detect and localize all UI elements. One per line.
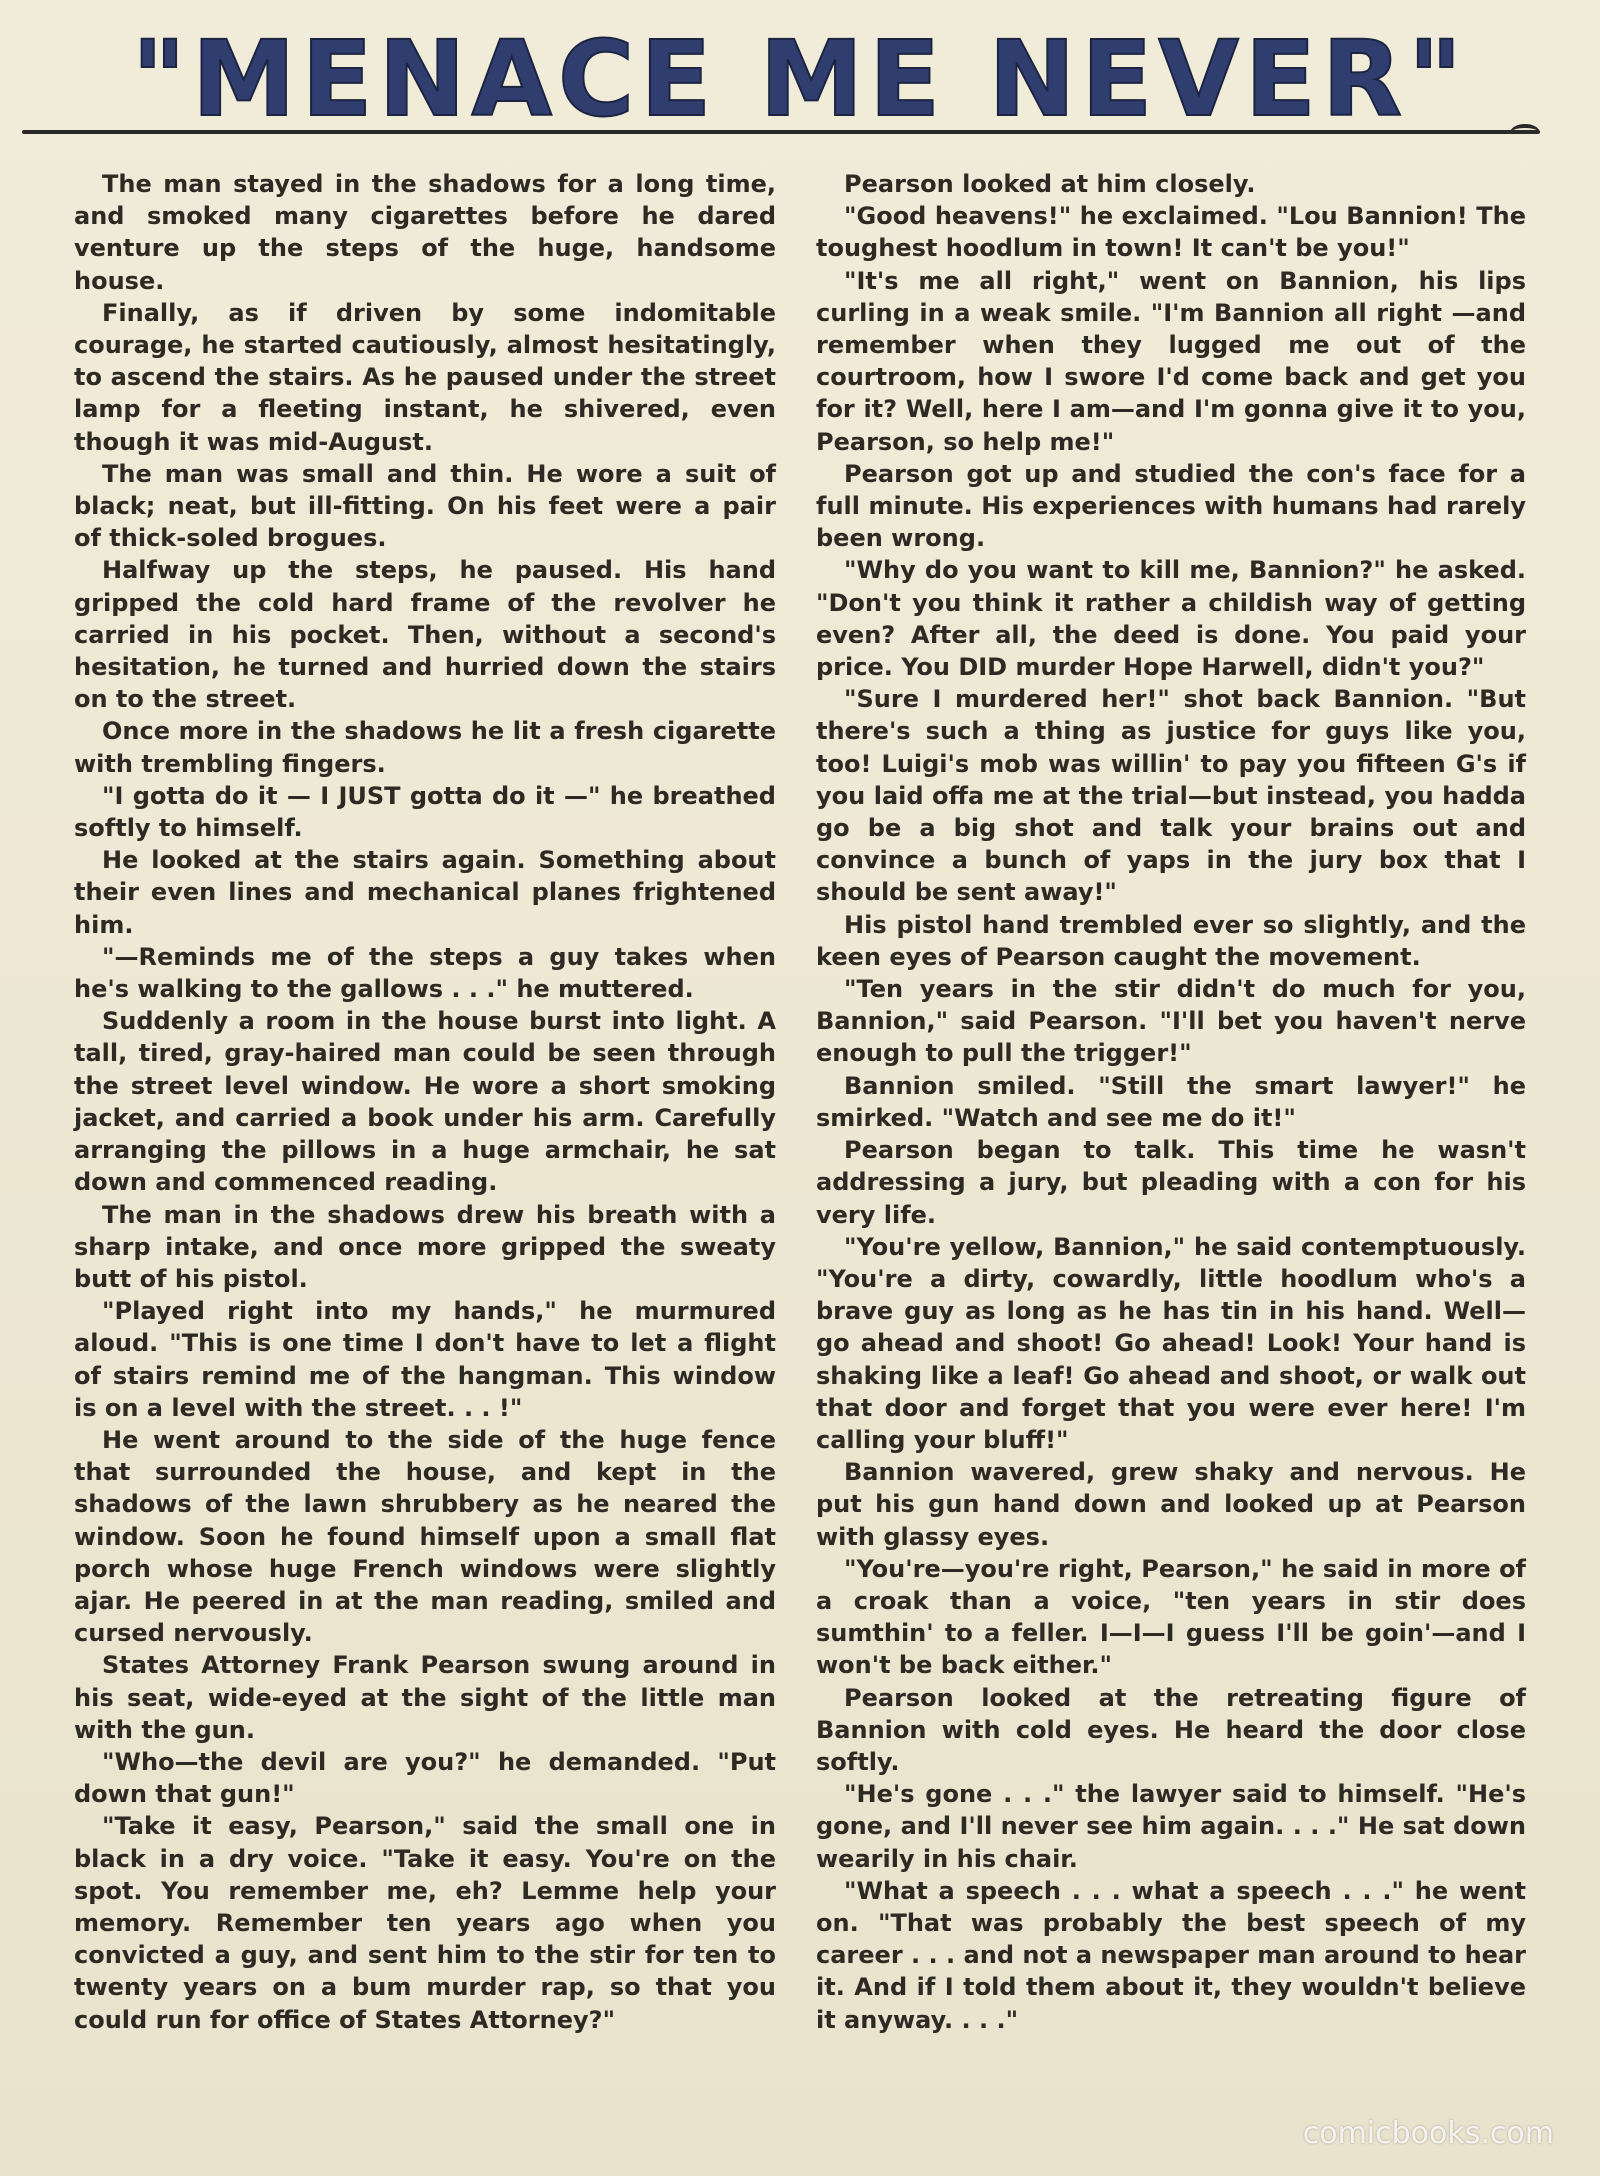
paragraph: Pearson looked at the retreating figure of Bannion with cold eyes. He heard the door close softly. (816, 1683, 1526, 1776)
paragraph: "You're yellow, Bannion," he said contemptuously. "You're a dirty, cowardly, little hoodlum who's a brave guy as long as he has tin in his hand. Well—go ahead and shoot! Go ahead! Look! Your hand is shaking like a leaf! Go ahead and shoot, or walk out that door and forget that you were ever here! I'm calling your bluff!" (816, 1232, 1526, 1454)
story-title: "MENACE ME NEVER" (131, 18, 1469, 140)
paragraph: "It's me all right," went on Bannion, his lips curling in a weak smile. "I'm Bannion all right —and remember when they lugged me out of the courtroom, how I swore I'd come back and get you for it? Well, here I am—and I'm gonna give it to you, Pearson, so help me!" (816, 266, 1526, 456)
paragraph: Pearson got up and studied the con's face for a full minute. His experiences with humans had rarely been wrong. (816, 459, 1526, 553)
paragraph: He went around to the side of the huge fence that surrounded the house, and kept in the shadows of the lawn shrubbery as he neared the window. Soon he found himself upon a small flat porch whose huge French windows were slightly ajar. He peered in at the man reading, smiled and cursed nervously. (74, 1425, 776, 1648)
paragraph: "Why do you want to kill me, Bannion?" he asked. "Don't you think it rather a childish way of getting even? After all, the deed is done. You paid your price. You DID murder Hope Harwell, didn't you?" (816, 556, 1526, 682)
paragraph: The man stayed in the shadows for a long time, and smoked many cigarettes before he dared venture up the steps of the huge, handsome house. (74, 170, 776, 295)
paragraph: Once more in the shadows he lit a fresh cigarette with trembling fingers. (74, 717, 776, 778)
paragraph: The man was small and thin. He wore a suit of black; neat, but ill-fitting. On his feet were a pair of thick-soled brogues. (74, 459, 776, 553)
paragraph: States Attorney Frank Pearson swung around in his seat, wide-eyed at the sight of the little man with the gun. (74, 1651, 776, 1744)
paragraph: Finally, as if driven by some indomitable courage, he started cautiously, almost hesitatingly, to ascend the stairs. As he paused under the street lamp for a fleeting instant, he shivered, even though it was mid-August. (74, 298, 776, 456)
paragraph: Pearson looked at him closely. (844, 170, 1256, 198)
watermark: comicbooks.com (1302, 2116, 1554, 2151)
title-underline-curl (1510, 124, 1540, 142)
paragraph: The man in the shadows drew his breath with a sharp intake, and once more gripped the sweaty butt of his pistol. (74, 1200, 776, 1293)
paragraph: "Sure I murdered her!" shot back Bannion. "But there's such a thing as justice for guys like you, too! Luigi's mob was willin' to pay you fifteen G's if you laid offa me at the trial—but instead, you hadda go be a big shot and talk your brains out and convince a bunch of yaps in the jury box that I should be sent away!" (816, 685, 1526, 907)
paragraph: Bannion smiled. "Still the smart lawyer!" he smirked. "Watch and see me do it!" (816, 1071, 1526, 1132)
paragraph: "Good heavens!" he exclaimed. "Lou Bannion! The toughest hoodlum in town! It can't be you!" (816, 202, 1526, 263)
right-text-column (816, 168, 1526, 2036)
title-underline (22, 130, 1540, 134)
paragraph: Halfway up the steps, he paused. His hand gripped the cold hard frame of the revolver he carried in his pocket. Then, without a second's hesitation, he turned and hurried down the stairs on to the street. (74, 556, 776, 714)
paragraph: "I gotta do it — I JUST gotta do it —" he breathed softly to himself. (74, 781, 776, 843)
paragraph: "Take it easy, Pearson," said the small one in black in a dry voice. "Take it easy. You're on the spot. You remember me, eh? Lemme help your memory. Remember ten years ago when you convicted a guy, and sent him to the stir for ten to twenty years on a bum murder rap, so that you could run for office of States Attorney?" (74, 1812, 776, 2034)
paragraph: "What a speech . . . what a speech . . ." he went on. "That was probably the best speech of my career . . . and not a newspaper man around to hear it. And if I told them about it, they wouldn't believe it anyway. . . ." (816, 1876, 1526, 2034)
paragraph: His pistol hand trembled ever so slightly, and the keen eyes of Pearson caught the movement. (816, 910, 1526, 971)
paragraph: "Who—the devil are you?" he demanded. "Put down that gun!" (74, 1747, 776, 1809)
paragraph: "You're—you're right, Pearson," he said in more of a croak than a voice, "ten years in stir does sumthin' to a feller. I—I—I guess I'll be goin'—and I won't be back either." (816, 1554, 1526, 1680)
paragraph: Bannion wavered, grew shaky and nervous. He put his gun hand down and looked up at Pearson with glassy eyes. (816, 1458, 1526, 1551)
paragraph: He looked at the stairs again. Something about their even lines and mechanical planes frightened him. (74, 846, 776, 939)
paragraph: Suddenly a room in the house burst into light. A tall, tired, gray-haired man could be seen through the street level window. He wore a short smoking jacket, and carried a book under his arm. Carefully arranging the pillows in a huge armchair, he sat down and commenced reading. (74, 1007, 776, 1197)
paragraph: "—Reminds me of the steps a guy takes when he's walking to the gallows . . ." he muttered. (74, 942, 776, 1004)
paragraph: "Ten years in the stir didn't do much for you, Bannion," said Pearson. "I'll bet you haven't nerve enough to pull the trigger!" (816, 975, 1526, 1068)
paragraph: "He's gone . . ." the lawyer said to himself. "He's gone, and I'll never see him again. . . ." He sat down wearily in his chair. (816, 1780, 1526, 1873)
paragraph: "Played right into my hands," he murmured aloud. "This is one time I don't have to let a flight of stairs remind me of the hangman. This window is on a level with the street. . . !" (74, 1297, 776, 1422)
left-text-column (74, 168, 776, 2036)
paragraph: Pearson began to talk. This time he wasn't addressing a jury, but pleading with a con for his very life. (816, 1136, 1526, 1229)
